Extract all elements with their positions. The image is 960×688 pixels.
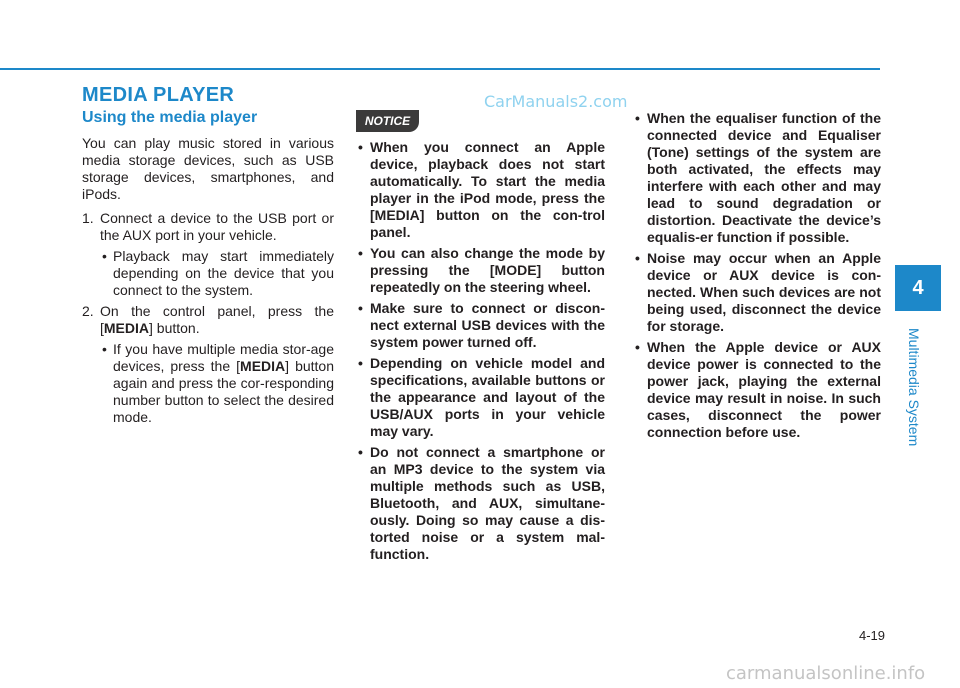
bullet-text-before: If you have multiple media stor-age devices, press the [: [113, 341, 334, 374]
step-bullet: • Playback may start immediately depending on the device that you connect to the system.: [100, 248, 334, 299]
bullet-text-after: ] button again and press the cor-responding number button to select the desired mode.: [113, 358, 334, 425]
notice-item: • Depending on vehicle model and specifications, available buttons or the appearance and layout of the USB/AUX ports in your vehicle may vary.: [356, 355, 605, 440]
column-notice-1: [356, 139, 605, 567]
step-text: [100, 303, 334, 337]
notice-item: • Noise may occur when an Apple device or AUX device is con-nected. When such devices are not being used, disconnect the device for storage.: [633, 250, 881, 335]
step-text-after: ] button.: [149, 320, 200, 336]
step-number: 1.: [82, 210, 94, 226]
notice-item: • When you connect an Apple device, playback does not start automatically. To start the media player in the iPod mode, press the [MEDIA] button on the con-trol panel.: [356, 139, 605, 241]
notice-item: • You can also change the mode by pressing the [MODE] button repeatedly on the steering wheel.: [356, 245, 605, 296]
page-number: 4-19: [858, 628, 885, 643]
section-title: MEDIA PLAYER: [82, 84, 235, 106]
notice-badge: NOTICE: [356, 110, 419, 132]
step-sub-list: [100, 248, 334, 299]
notice-item: • Make sure to connect or discon-nect external USB devices with the system power turned off.: [356, 300, 605, 351]
chapter-name: Multimedia System: [906, 328, 922, 447]
step-2: [82, 303, 334, 426]
step-text-before: On the control panel, press the [: [100, 303, 334, 336]
chapter-number-tab: 4: [895, 265, 941, 311]
step-sub-list: [100, 341, 334, 426]
notice-list: [356, 139, 605, 563]
subheading: Using the media player: [82, 109, 258, 126]
intro-paragraph: You can play music stored in various media storage devices, such as USB storage devices, smartphones, and iPods.: [82, 135, 334, 202]
media-button-ref: MEDIA: [240, 358, 286, 374]
notice-item: • When the equaliser function of the connected device and Equaliser (Tone) settings of the system are both activated, the effects may interfere with each other and may lead to sound degradation or distortion. Deactivate the device’s equalis-er function if possible.: [633, 110, 881, 246]
column-instructions: [82, 135, 334, 430]
notice-item: • When the Apple device or AUX device power is connected to the power jack, playing the external device may result in noise. In such cases, disconnect the power connection before use.: [633, 339, 881, 441]
step-number: 2.: [82, 303, 94, 319]
notice-item: • Do not connect a smartphone or an MP3 device to the system via multiple methods such as USB, Bluetooth, and AUX, simultane-ously. Doing so may cause a dis-torted noise or a system mal-function.: [356, 444, 605, 563]
column-notice-2: [633, 110, 881, 445]
notice-list: [633, 110, 881, 441]
header-rule: [0, 68, 880, 70]
step-text: Connect a device to the USB port or the AUX port in your vehicle.: [100, 210, 334, 243]
watermark-top[interactable]: CarManuals2.com: [484, 92, 628, 111]
step-1: [82, 210, 334, 299]
step-bullet: [100, 341, 334, 426]
watermark-bottom[interactable]: carmanualsonline.info: [726, 663, 926, 684]
steps-list: [82, 210, 334, 426]
media-button-ref: MEDIA: [103, 320, 150, 336]
